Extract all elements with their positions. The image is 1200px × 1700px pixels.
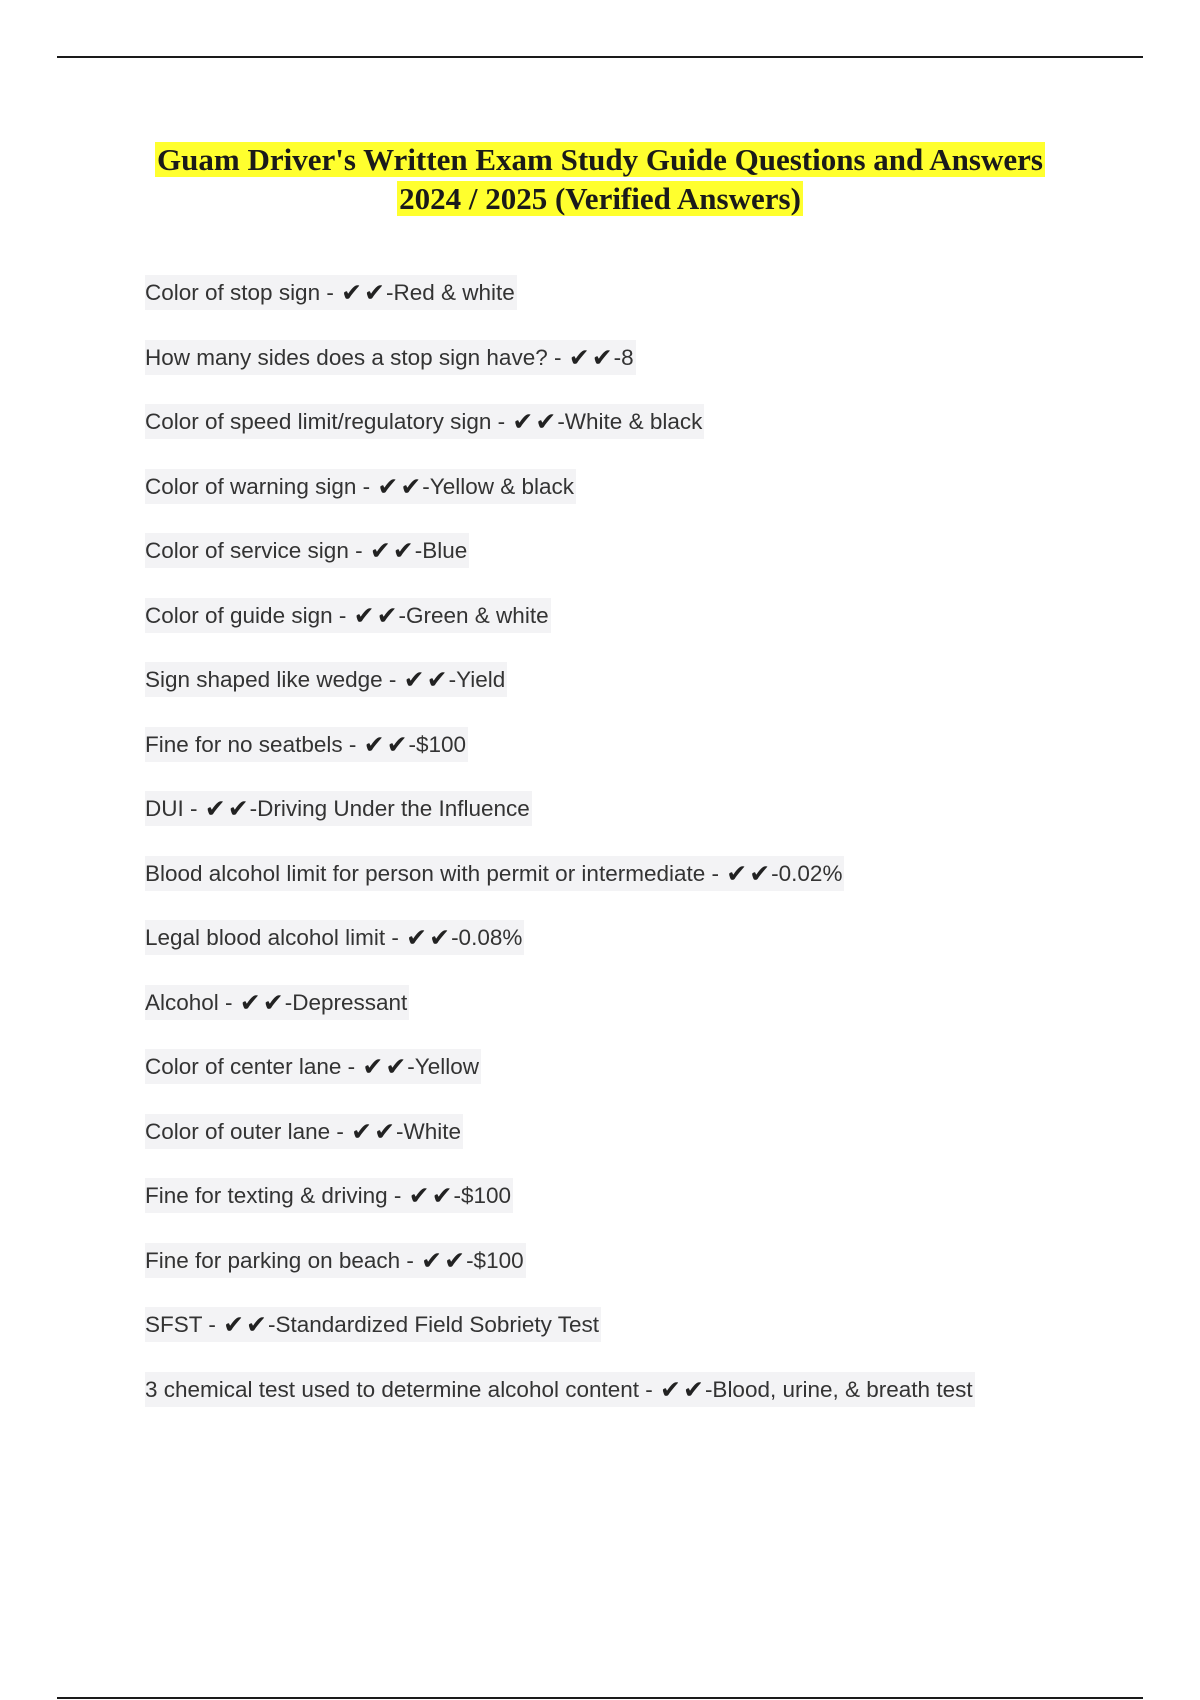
answer-text: -$100 [408,731,467,757]
answer-text: -Driving Under the Influence [249,796,530,821]
question-text: Fine for no seatbels - [145,731,363,757]
answer-text: -Yellow [407,1054,479,1079]
qa-item [145,1114,1145,1179]
title-line-1: Guam Driver's Written Exam Study Guide Questions and Answers [157,142,1043,177]
answer-text: -White [396,1118,462,1144]
answer-text: -White & black [557,409,703,434]
checkmark-icon: ✔ [223,1310,245,1339]
bottom-rule [57,1697,1143,1699]
checkmark-icon: ✔ [426,665,448,694]
checkmark-icon: ✔ [726,858,748,888]
checkmark-icon: ✔ [374,1116,396,1146]
checkmark-icon: ✔ [421,1245,443,1275]
qa-line [145,727,468,762]
question-text: DUI - [145,796,204,821]
checkmark-icon: ✔ [376,600,398,630]
checkmark-icon: ✔ [377,471,399,501]
question-text: Fine for texting & driving - [145,1183,408,1208]
checkmark-icon: ✔ [204,794,226,823]
qa-item [145,791,1145,856]
qa-line [145,598,551,633]
checkmark-icon: ✔ [369,536,391,565]
answer-text: -$100 [453,1183,512,1208]
qa-line [145,662,507,697]
qa-item [145,404,1145,469]
question-text: Alcohol - [145,989,239,1015]
qa-line [145,533,469,568]
checkmark-icon: ✔ [749,858,771,888]
question-text: SFST - [145,1312,223,1337]
answer-text: -Standardized Field Sobriety Test [268,1312,600,1337]
answer-text: -Depressant [284,989,408,1015]
top-rule [57,56,1143,58]
answer-text: -Blue [414,538,468,563]
checkmark-icon: ✔ [682,1374,704,1404]
qa-line [145,920,524,955]
checkmark-icon: ✔ [429,923,451,952]
checkmark-icon: ✔ [535,407,557,436]
checkmark-icon: ✔ [660,1374,681,1404]
qa-line [145,1307,601,1342]
qa-item [145,727,1145,792]
qa-item [145,1243,1145,1308]
qa-line [145,469,576,504]
checkmark-icon: ✔ [512,407,534,436]
checkmark-icon: ✔ [353,600,375,630]
qa-line [145,1178,513,1213]
checkmark-icon: ✔ [262,987,284,1017]
qa-item [145,662,1145,727]
question-text: Color of outer lane - [145,1118,351,1144]
question-text: Sign shaped like wedge - [145,667,403,692]
answer-text: -Red & white [386,280,515,305]
qa-item [145,533,1145,598]
qa-item [145,1372,1145,1437]
question-text: Blood alcohol limit for person with permit or intermediate - [145,860,726,886]
question-text: 3 chemical test used to determine alcohol content - [145,1376,660,1402]
answer-text: -$100 [466,1247,524,1273]
checkmark-icon: ✔ [246,1310,267,1339]
qa-item [145,275,1145,340]
checkmark-icon: ✔ [406,923,428,952]
title-line-2: 2024 / 2025 (Verified Answers) [399,181,801,216]
checkmark-icon: ✔ [400,471,422,501]
checkmark-icon: ✔ [444,1245,466,1275]
checkmark-icon: ✔ [363,729,385,759]
question-text: Color of center lane - [145,1054,362,1079]
qa-line [145,856,844,891]
document-title [100,140,1100,218]
qa-item [145,1049,1145,1114]
qa-line [145,1372,975,1407]
qa-item [145,985,1145,1050]
checkmark-icon: ✔ [385,1052,407,1081]
checkmark-icon: ✔ [591,342,613,372]
qa-line [145,340,636,375]
qa-item [145,1178,1145,1243]
checkmark-icon: ✔ [239,987,261,1017]
checkmark-icon: ✔ [351,1116,373,1146]
question-text: Color of speed limit/regulatory sign - [145,409,512,434]
answer-text: -Yellow & black [422,473,575,499]
answer-text: -0.08% [451,925,523,950]
checkmark-icon: ✔ [364,278,385,307]
answer-text: -Blood, urine, & breath test [704,1376,973,1402]
checkmark-icon: ✔ [227,794,249,823]
question-text: Color of stop sign - [145,280,341,305]
qa-item [145,1307,1145,1372]
qa-item [145,856,1145,921]
checkmark-icon: ✔ [341,278,363,307]
question-text: Fine for parking on beach - [145,1247,421,1273]
question-text: Color of service sign - [145,538,369,563]
qa-item [145,920,1145,985]
qa-line [145,791,532,826]
checkmark-icon: ✔ [408,1181,430,1210]
qa-item [145,469,1145,534]
checkmark-icon: ✔ [431,1181,453,1210]
qa-item [145,340,1145,405]
qa-line [145,985,409,1020]
qa-list [145,275,1145,1436]
checkmark-icon: ✔ [392,536,414,565]
checkmark-icon: ✔ [403,665,425,694]
qa-item [145,598,1145,663]
qa-line [145,275,517,310]
question-text: Color of guide sign - [145,602,353,628]
checkmark-icon: ✔ [386,729,408,759]
checkmark-icon: ✔ [362,1052,384,1081]
qa-line [145,404,704,439]
answer-text: -8 [613,344,634,370]
qa-line [145,1049,481,1084]
question-text: Color of warning sign - [145,473,377,499]
question-text: Legal blood alcohol limit - [145,925,406,950]
checkmark-icon: ✔ [568,342,590,372]
answer-text: -Green & white [398,602,549,628]
qa-line [145,1114,463,1149]
answer-text: -Yield [448,667,506,692]
question-text: How many sides does a stop sign have? - [145,344,568,370]
qa-line [145,1243,526,1278]
answer-text: -0.02% [771,860,843,886]
